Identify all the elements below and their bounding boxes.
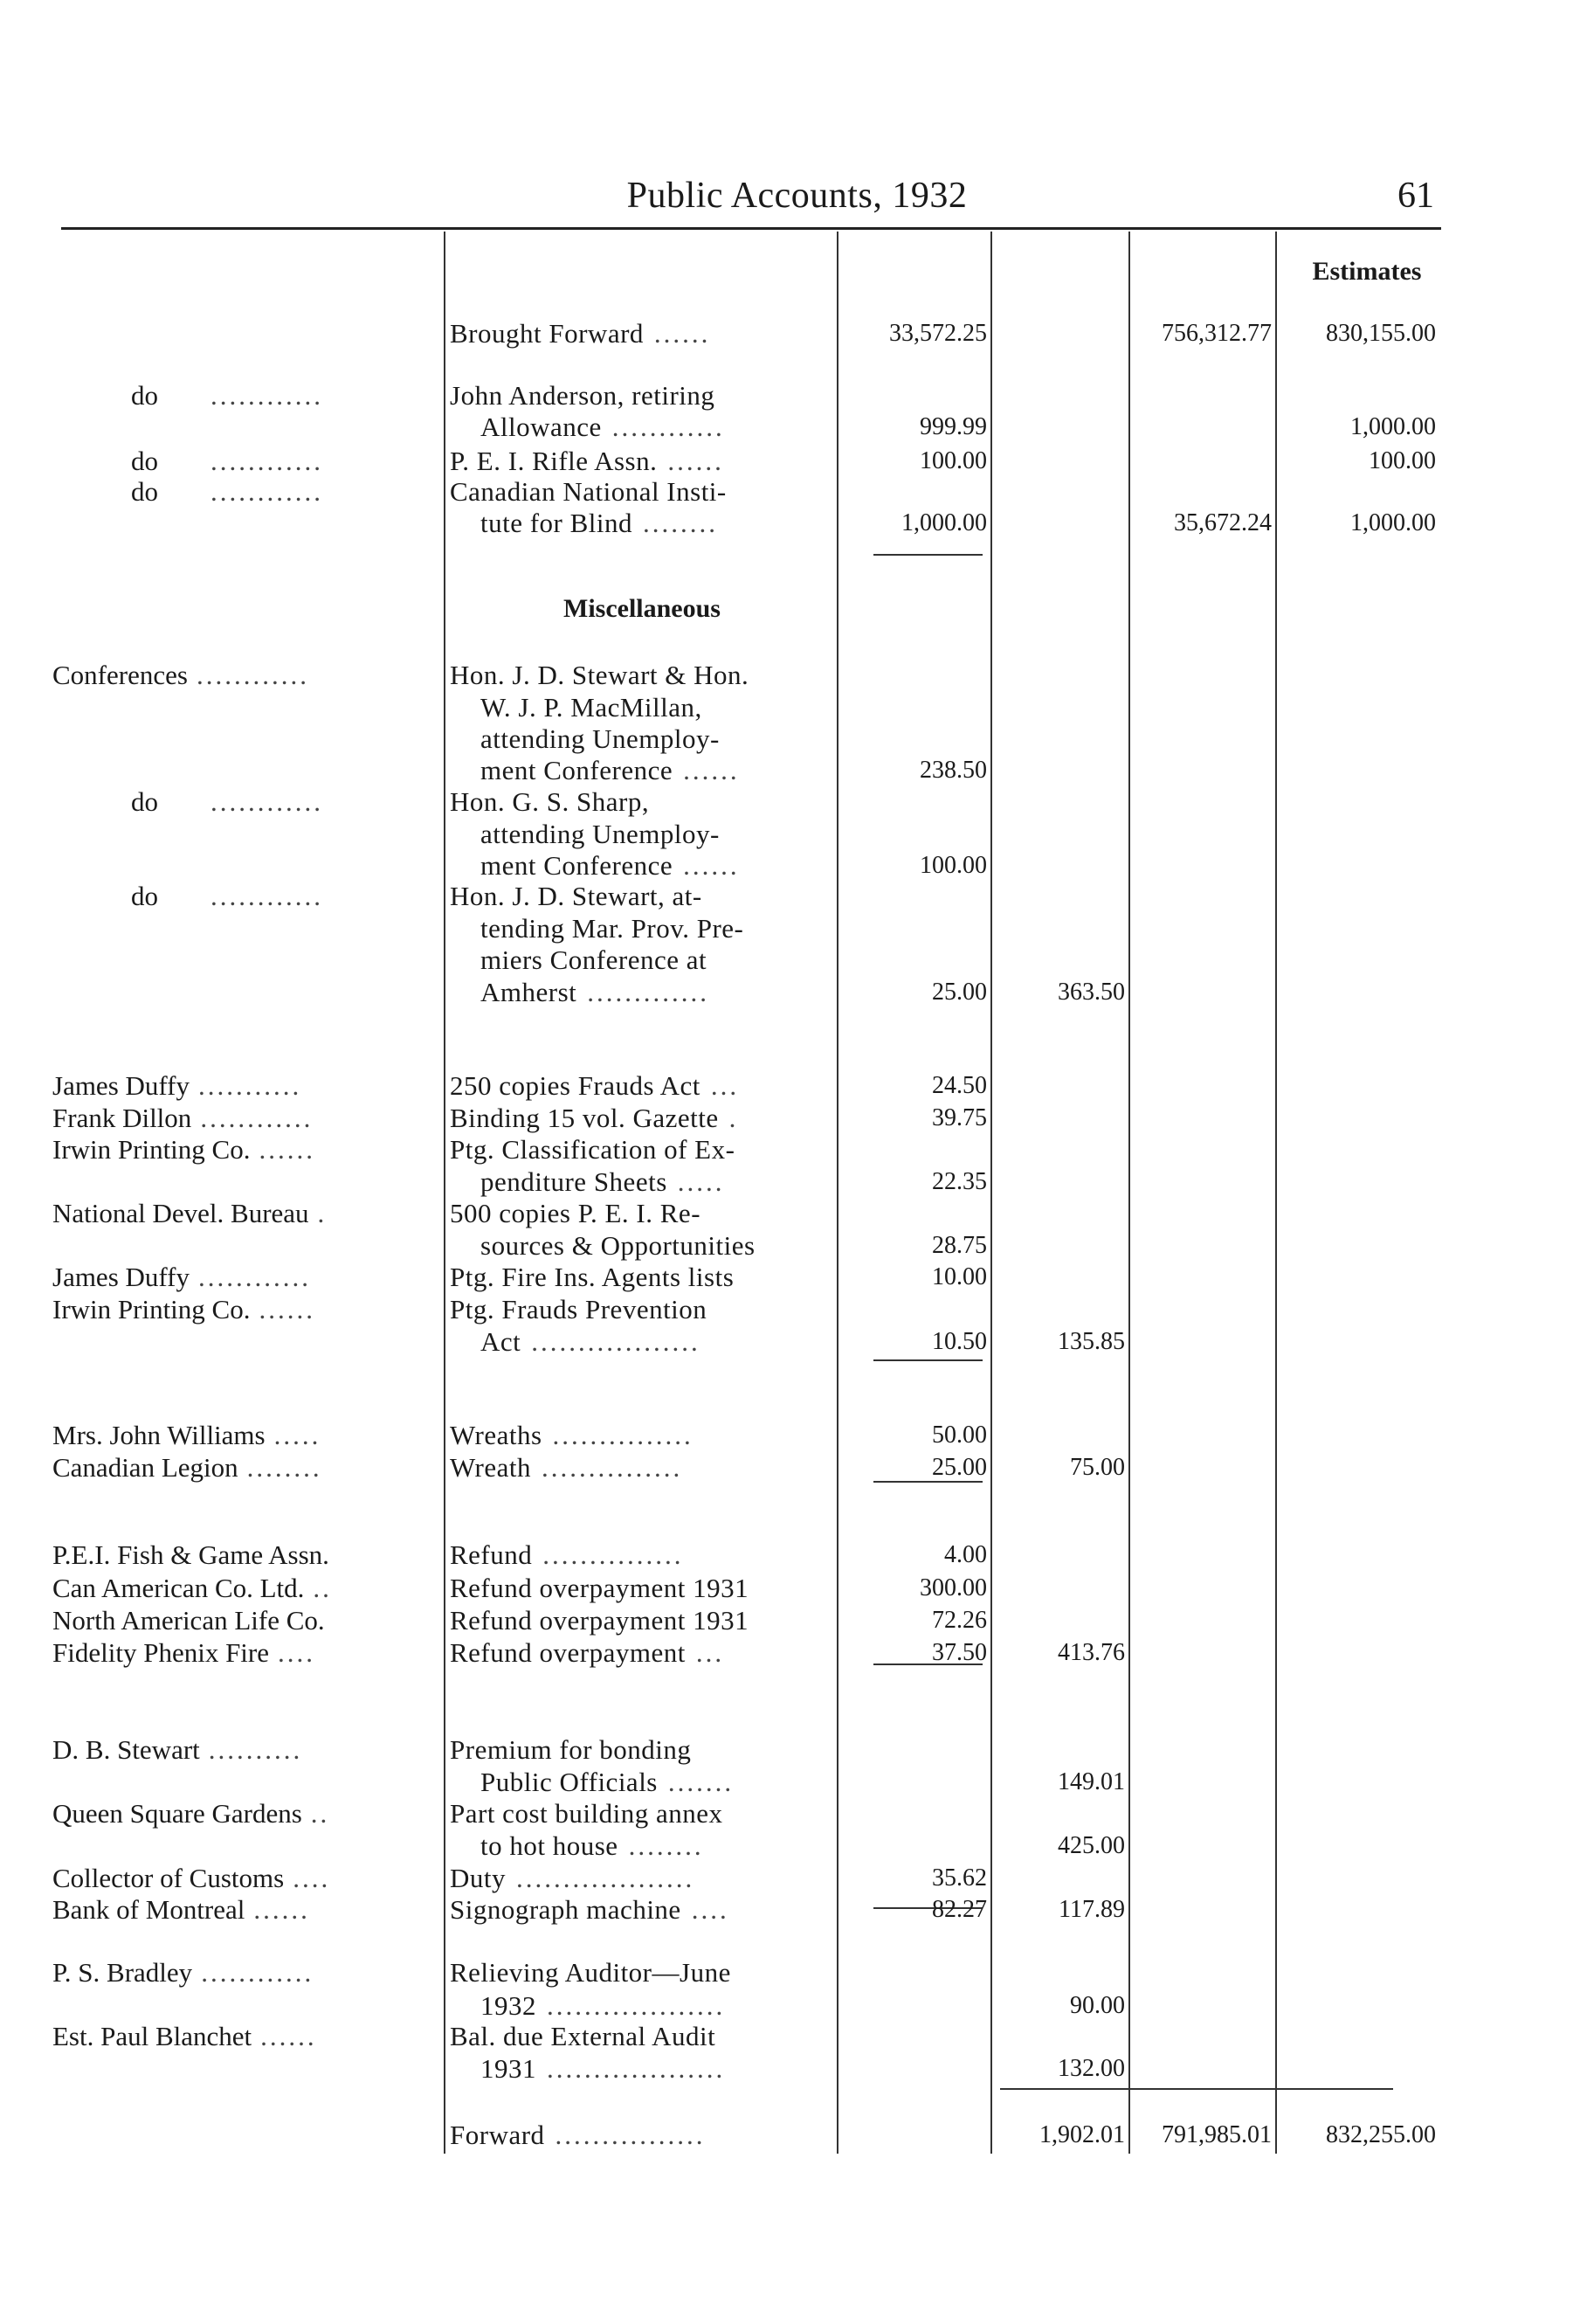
amount-c1: 33,572.25: [889, 320, 987, 347]
payee-cell: [52, 1198, 444, 1229]
description-text: Allowance: [480, 412, 602, 442]
payee-cell: [52, 1420, 444, 1451]
description-cell: [480, 1326, 834, 1358]
description-cell: [480, 508, 834, 539]
description-text: sources & Opportunities: [480, 1230, 756, 1261]
description-text: P. E. I. Rifle Assn.: [450, 446, 658, 476]
payee-text: do: [131, 881, 158, 911]
payee-cell: [52, 1070, 444, 1102]
description-cell: [480, 977, 834, 1008]
amount-c2: 132.00: [1058, 2055, 1125, 2082]
description-text: Ptg. Fire Ins. Agents lists: [450, 1262, 735, 1292]
amount-c1: 24.50: [932, 1072, 987, 1099]
leader-dots: ....: [278, 1637, 315, 1668]
description-text: 500 copies P. E. I. Re-: [450, 1198, 701, 1228]
payee-text: P. S. Bradley: [52, 1957, 193, 1988]
leader-dots: .....: [273, 1420, 321, 1450]
description-cell: [450, 1198, 834, 1229]
table-row: [0, 1230, 1594, 1262]
payee-text: Conferences: [52, 660, 188, 690]
payee-text: Frank Dillon: [52, 1103, 192, 1133]
leader-dots: ............: [210, 881, 323, 911]
leader-dots: ............: [200, 1103, 314, 1133]
leader-dots: ......: [653, 318, 711, 349]
leader-dots: ......: [260, 2021, 317, 2051]
leader-dots: ........: [628, 1830, 704, 1861]
table-row: [0, 819, 1594, 850]
amount-c3: 756,312.77: [1162, 320, 1272, 347]
description-text: to hot house: [480, 1830, 618, 1861]
table-row: [0, 1070, 1594, 1102]
payee-cell: [52, 1605, 444, 1636]
leader-dots: .: [728, 1103, 739, 1133]
leader-dots: ............: [201, 1957, 314, 1988]
table-row: [0, 1990, 1594, 2022]
amount-c1: 22.35: [932, 1168, 987, 1195]
table-row: [0, 1452, 1594, 1484]
amount-c1: 999.99: [920, 413, 987, 440]
description-cell: [450, 1294, 834, 1325]
amount-c1: 39.75: [932, 1104, 987, 1131]
amount-c1: 238.50: [920, 757, 987, 784]
description-cell: [450, 1573, 834, 1604]
table-row: [0, 660, 1594, 691]
description-cell: [480, 755, 834, 786]
amount-c2: 413.76: [1058, 1639, 1125, 1666]
table-row: [0, 1539, 1594, 1571]
amount-c3: 35,672.24: [1174, 509, 1272, 536]
description-text: Amherst: [480, 977, 577, 1007]
leader-dots: ............: [210, 446, 323, 476]
description-text: Wreaths: [450, 1420, 542, 1450]
description-text: Refund: [450, 1539, 533, 1570]
description-text: Binding 15 vol. Gazette: [450, 1103, 719, 1133]
amount-c1: 1,000.00: [901, 509, 987, 536]
description-text: ment Conference: [480, 755, 673, 785]
description-cell: [450, 1103, 834, 1134]
leader-dots: ...: [710, 1070, 740, 1101]
leader-dots: ....: [293, 1863, 331, 1893]
amount-c1: 25.00: [932, 1454, 987, 1481]
description-text: Forward: [450, 2120, 545, 2150]
leader-dots: ................: [555, 2120, 706, 2150]
amount-c2: 135.85: [1058, 1328, 1125, 1355]
amount-c2: 90.00: [1070, 1992, 1125, 2019]
description-cell: [450, 1734, 834, 1766]
payee-text: Mrs. John Williams: [52, 1420, 266, 1450]
section-heading: Miscellaneous: [563, 594, 721, 623]
description-text: Duty: [450, 1863, 506, 1893]
leader-dots: ......: [667, 446, 724, 476]
description-cell: [480, 2053, 834, 2085]
amount-c4: 100.00: [1369, 447, 1436, 474]
leader-dots: ...................: [547, 2053, 726, 2084]
description-cell: [450, 318, 834, 349]
leader-dots: ..................: [531, 1326, 700, 1357]
leader-dots: ....: [691, 1894, 729, 1925]
description-cell: [450, 1798, 834, 1829]
table-row: [0, 1605, 1594, 1636]
table-row: [0, 318, 1594, 349]
description-text: Hon. G. S. Sharp,: [450, 786, 650, 817]
leader-dots: ............: [611, 412, 725, 442]
table-row: [0, 1326, 1594, 1358]
description-text: Public Officials: [480, 1767, 658, 1797]
description-text: attending Unemploy-: [480, 723, 720, 754]
leader-dots: ...................: [547, 1990, 726, 2021]
leader-dots: ......: [259, 1294, 315, 1325]
amount-c1: 28.75: [932, 1232, 987, 1259]
table-row: [0, 1734, 1594, 1766]
leader-dots: ...............: [552, 1420, 693, 1450]
table-row: [0, 1573, 1594, 1604]
amount-c1: 37.50: [932, 1639, 987, 1666]
description-cell: [450, 380, 834, 412]
description-text: Hon. J. D. Stewart & Hon.: [450, 660, 749, 690]
description-cell: [450, 446, 834, 477]
description-cell: [450, 1262, 834, 1293]
description-cell: [450, 1637, 834, 1669]
payee-text: James Duffy: [52, 1262, 190, 1292]
description-cell: [480, 723, 834, 755]
leader-dots: ......: [683, 755, 740, 785]
amount-c4: 1,000.00: [1350, 413, 1436, 440]
description-cell: [480, 692, 834, 723]
payee-text: Est. Paul Blanchet: [52, 2021, 252, 2051]
amount-c1: 100.00: [920, 852, 987, 879]
description-cell: [480, 1830, 834, 1862]
description-text: Relieving Auditor—June: [450, 1957, 731, 1988]
table-row: [0, 2053, 1594, 2085]
payee-cell: [52, 1863, 444, 1894]
payee-cell: [52, 1798, 444, 1829]
payee-cell: [52, 1262, 444, 1293]
leader-dots: ...: [695, 1637, 725, 1668]
leader-dots: ............: [210, 476, 323, 507]
table-row: [0, 786, 1594, 818]
description-cell: [480, 1166, 834, 1198]
leader-dots: ...............: [541, 1452, 683, 1483]
description-text: miers Conference at: [480, 944, 707, 975]
description-text: John Anderson, retiring: [450, 380, 715, 411]
payee-text: Irwin Printing Co.: [52, 1134, 251, 1165]
table-row: [0, 476, 1594, 508]
leader-dots: .............: [587, 977, 710, 1007]
payee-cell: [52, 1103, 444, 1134]
table-row: [0, 913, 1594, 944]
payee-cell: [52, 1573, 444, 1604]
description-text: Signograph machine: [450, 1894, 681, 1925]
description-text: Ptg. Classification of Ex-: [450, 1134, 735, 1165]
payee-cell: [52, 1134, 444, 1165]
description-cell: [480, 819, 834, 850]
estimates-heading: Estimates: [1312, 257, 1422, 286]
amount-c1: 100.00: [920, 447, 987, 474]
payee-text: North American Life Co.: [52, 1605, 325, 1636]
table-row: [0, 1262, 1594, 1293]
leader-dots: ......: [683, 850, 740, 881]
payee-cell: [52, 1452, 444, 1484]
payee-cell: [52, 660, 444, 691]
payee-text: do: [131, 446, 158, 476]
table-row: [0, 1198, 1594, 1229]
description-cell: [480, 944, 834, 976]
leader-dots: ......: [259, 1134, 315, 1165]
payee-cell: [52, 1734, 444, 1766]
payee-text: P.E.I. Fish & Game Assn.: [52, 1539, 329, 1570]
description-text: Part cost building annex: [450, 1798, 723, 1829]
description-text: Canadian National Insti-: [450, 476, 727, 507]
description-cell: [450, 1539, 834, 1571]
table-row: [0, 1637, 1594, 1669]
amount-c2: 363.50: [1058, 979, 1125, 1006]
payee-cell: [52, 1637, 444, 1669]
description-text: Refund overpayment: [450, 1637, 686, 1668]
table-row: [0, 1294, 1594, 1325]
description-text: ment Conference: [480, 850, 673, 881]
amount-c2: 75.00: [1070, 1454, 1125, 1481]
leader-dots: ............: [210, 786, 323, 817]
payee-text: Can American Co. Ltd.: [52, 1573, 305, 1603]
table-row: [0, 508, 1594, 539]
table-row: [0, 1957, 1594, 1989]
description-text: attending Unemploy-: [480, 819, 720, 849]
amount-c1: 35.62: [932, 1864, 987, 1892]
leader-dots: ..: [310, 1798, 330, 1829]
description-cell: [480, 850, 834, 882]
page-title: Public Accounts, 1932: [626, 176, 968, 216]
payee-cell: [52, 2021, 444, 2052]
amount-c1: 72.26: [932, 1607, 987, 1634]
description-text: Bal. due External Audit: [450, 2021, 716, 2051]
payee-text: Canadian Legion: [52, 1452, 238, 1483]
table-row: [0, 1420, 1594, 1451]
amount-c1: 10.00: [932, 1263, 987, 1290]
payee-text: Bank of Montreal: [52, 1894, 245, 1925]
amount-c1: 50.00: [932, 1421, 987, 1449]
description-cell: [450, 1957, 834, 1989]
payee-text: Collector of Customs: [52, 1863, 285, 1893]
table-row: [0, 1863, 1594, 1894]
leader-dots: ...............: [542, 1539, 684, 1570]
payee-text: do: [131, 476, 158, 507]
amount-c4: 830,155.00: [1326, 320, 1436, 347]
description-text: W. J. P. MacMillan,: [480, 692, 702, 723]
payee-text: Fidelity Phenix Fire: [52, 1637, 269, 1668]
description-cell: [450, 1605, 834, 1636]
table-row: [0, 412, 1594, 443]
payee-cell: [52, 1894, 444, 1926]
page-number: 61: [1397, 176, 1434, 216]
description-text: Act: [480, 1326, 521, 1357]
description-text: Refund overpayment 1931: [450, 1605, 749, 1636]
description-text: 1932: [480, 1990, 536, 2021]
description-cell: [480, 913, 834, 944]
table-row: [0, 1134, 1594, 1165]
description-text: 1931: [480, 2053, 536, 2084]
leader-dots: ..........: [208, 1734, 303, 1765]
header-rule: [61, 227, 1441, 230]
description-cell: [450, 660, 834, 691]
table-row: [0, 977, 1594, 1008]
description-text: 250 copies Frauds Act: [450, 1070, 700, 1101]
leader-dots: ......: [253, 1894, 310, 1925]
leader-dots: ..: [313, 1573, 332, 1603]
table-row: [0, 881, 1594, 912]
table-row: [0, 446, 1594, 477]
description-cell: [480, 1230, 834, 1262]
description-cell: [450, 1863, 834, 1894]
table-row: [0, 944, 1594, 976]
payee-text: do: [131, 380, 158, 411]
table-row: [0, 1166, 1594, 1198]
description-text: Hon. J. D. Stewart, at-: [450, 881, 702, 911]
description-cell: [480, 412, 834, 443]
payee-text: D. B. Stewart: [52, 1734, 200, 1765]
leader-dots: ...........: [197, 1070, 302, 1101]
table-row: [0, 723, 1594, 755]
subtotal-rule: [873, 1359, 983, 1361]
leader-dots: ........: [246, 1452, 322, 1483]
table-row: [0, 850, 1594, 882]
description-cell: [450, 2021, 834, 2052]
leader-dots: .....: [677, 1166, 725, 1197]
leader-dots: ........: [643, 508, 719, 538]
table-row: [0, 1830, 1594, 1862]
description-cell: [480, 1767, 834, 1798]
description-cell: [450, 2120, 834, 2151]
description-text: Wreath: [450, 1452, 531, 1483]
description-cell: [450, 1894, 834, 1926]
payee-text: do: [131, 786, 158, 817]
amount-c2: 425.00: [1058, 1832, 1125, 1859]
description-text: Ptg. Frauds Prevention: [450, 1294, 707, 1325]
amount-c4: 1,000.00: [1350, 509, 1436, 536]
table-row: [0, 2120, 1594, 2151]
payee-text: James Duffy: [52, 1070, 190, 1101]
payee-cell: [52, 1294, 444, 1325]
amount-c1: 82.27: [932, 1896, 987, 1923]
amount-c1: 300.00: [920, 1574, 987, 1601]
table-row: [0, 692, 1594, 723]
description-cell: [450, 1452, 834, 1484]
table-row: [0, 380, 1594, 412]
description-text: Premium for bonding: [450, 1734, 692, 1765]
amount-c2: 149.01: [1058, 1768, 1125, 1795]
description-text: Refund overpayment 1931: [450, 1573, 749, 1603]
leader-dots: ............: [196, 660, 309, 690]
leader-dots: .: [317, 1198, 328, 1228]
amount-c1: 25.00: [932, 979, 987, 1006]
payee-text: Irwin Printing Co.: [52, 1294, 251, 1325]
amount-c1: 4.00: [944, 1541, 987, 1568]
payee-text: Queen Square Gardens: [52, 1798, 302, 1829]
description-text: penditure Sheets: [480, 1166, 667, 1197]
table-row: [0, 1103, 1594, 1134]
description-text: tute for Blind: [480, 508, 633, 538]
table-row: [0, 755, 1594, 786]
table-row: [0, 2021, 1594, 2052]
payee-cell: [52, 1957, 444, 1989]
amount-c4: 832,255.00: [1326, 2121, 1436, 2148]
description-text: tending Mar. Prov. Pre-: [480, 913, 744, 944]
description-cell: [450, 1070, 834, 1102]
description-text: Brought Forward: [450, 318, 644, 349]
subtotal-rule: [873, 554, 983, 556]
payee-text: National Devel. Bureau: [52, 1198, 309, 1228]
amount-c2: 1,902.01: [1039, 2121, 1125, 2148]
table-row: [0, 1767, 1594, 1798]
amount-c1: 10.50: [932, 1328, 987, 1355]
payee-cell: [52, 1539, 444, 1571]
leader-dots: .......: [667, 1767, 735, 1797]
leader-dots: ...................: [516, 1863, 695, 1893]
description-cell: [450, 1134, 834, 1165]
description-cell: [450, 881, 834, 912]
description-cell: [450, 786, 834, 818]
description-cell: [450, 476, 834, 508]
leader-dots: ............: [197, 1262, 311, 1292]
leader-dots: ............: [210, 380, 323, 411]
amount-c2: 117.89: [1059, 1896, 1125, 1923]
table-row: [0, 1798, 1594, 1829]
description-cell: [480, 1990, 834, 2022]
description-cell: [450, 1420, 834, 1451]
total-rule: [1000, 2088, 1393, 2090]
amount-c3: 791,985.01: [1162, 2121, 1272, 2148]
table-row: [0, 1894, 1594, 1926]
